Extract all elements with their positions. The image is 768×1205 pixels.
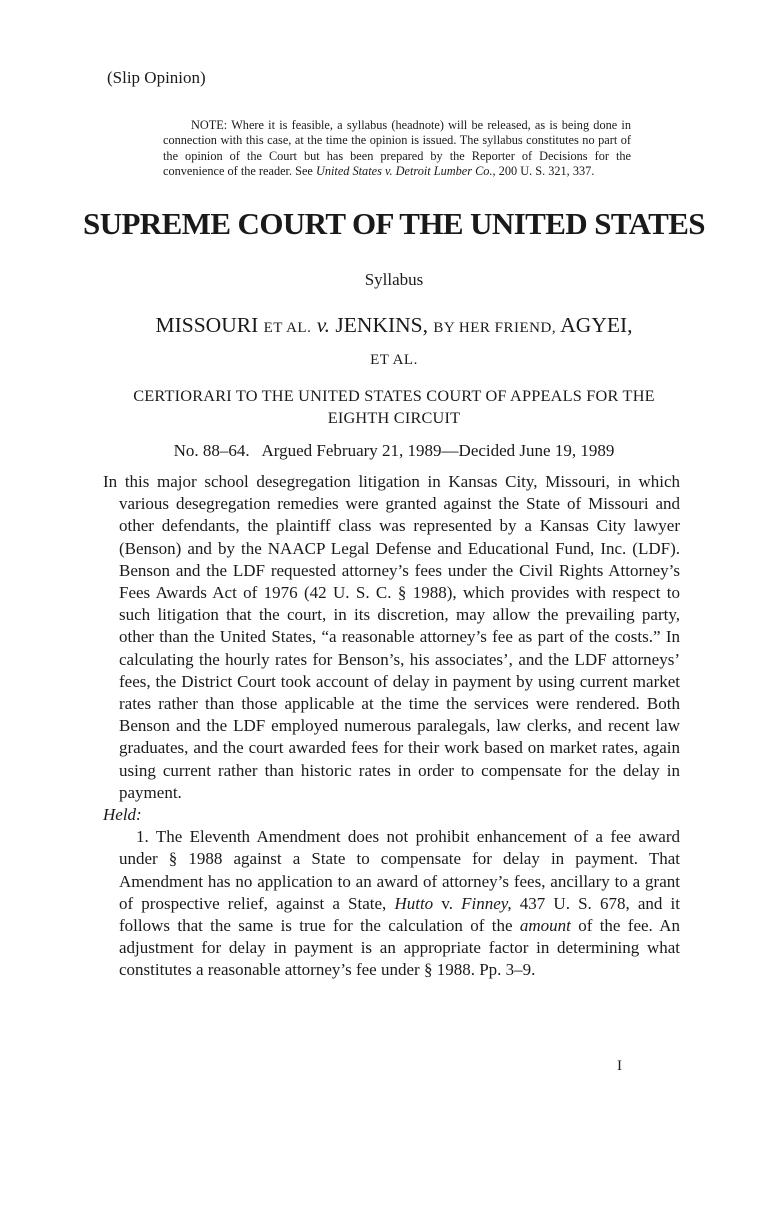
note-citation-case: United States v. Detroit Lumber Co. bbox=[315, 164, 493, 179]
syllabus-body bbox=[103, 471, 680, 982]
case-by-friend: BY HER FRIEND, bbox=[433, 320, 557, 336]
holding-1-amount: amount bbox=[519, 916, 571, 936]
slip-opinion-label: (Slip Opinion) bbox=[107, 68, 206, 87]
case-et-al-1: ET AL. bbox=[263, 320, 312, 336]
syllabus-heading: Syllabus bbox=[364, 270, 424, 289]
holding-1 bbox=[103, 826, 680, 981]
case-versus: v. bbox=[311, 313, 336, 337]
case-party-2: JENKINS, bbox=[335, 313, 434, 337]
docket-line: No. 88–64. Argued February 21, 1989—Decided June 19, 1989 bbox=[173, 441, 615, 460]
intro-paragraph: In this major school desegregation litigation in Kansas City, Missouri, in which various desegregation remedies were granted against the State of Missouri and other defendants, the plaintiff class was represented by a Kansas City lawyer (Benson) and by the NAACP Legal Defense and Educational Fund, Inc. (LDF). Benson and the LDF requested attorney’s fees under the Civil Rights Attorney’s Fees Awards Act of 1976 (42 U. S. C. § 1988), which provides with respect to such litigation that the court, in its discretion, may allow the prevailing party, other than the United States, “a reasonable attorney’s fee as part of the costs.” In calculating the hourly rates for Benson’s, his associates’, and the LDF attorneys’ fees, the District Court took account of delay in payment by using current market rates rather than those applicable at the time the services were rendered. Both Benson and the LDF employed numerous paralegals, law clerks, and recent law graduates, and the court awarded fees for their work based on market rates, again using current rather than historic rates in order to compensate for the delay in payment. bbox=[103, 472, 680, 802]
syllabus-note bbox=[163, 118, 631, 180]
page-number: I bbox=[617, 1058, 622, 1074]
case-name bbox=[107, 311, 681, 375]
holding-1-text-b: 437 U. S. 678, and it follows that the same is true for the calculation of the bbox=[119, 893, 680, 936]
note-citation-rest: , 200 U. S. 321, 337. bbox=[492, 164, 595, 179]
holding-1-text-a: 1. The Eleventh Amendment does not prohibit enhancement of a fee award under § 1988 against a State to compensate for delay in payment. That Amendment has no application to an award of attorney’s fees, ancillary to a grant of prospective relief, against a State, bbox=[119, 827, 680, 913]
holding-1-versus: v. bbox=[433, 893, 462, 913]
holding-1-case-a: Hutto bbox=[394, 893, 434, 913]
note-text: NOTE: Where it is feasible, a syllabus (headnote) will be released, as is being done in connection with this case, at the time the opinion is issued. The syllabus constitutes no part of the opinion of the Court but has been prepared by the Reporter of Decisions for the convenience of the reader. See bbox=[163, 118, 631, 179]
holding-1-case-b: Finney, bbox=[461, 893, 512, 913]
court-title: SUPREME COURT OF THE UNITED STATES bbox=[83, 206, 705, 241]
case-party-1: MISSOURI bbox=[155, 313, 264, 337]
case-party-3: AGYEI, bbox=[556, 313, 633, 337]
case-et-al-2: ET AL. bbox=[370, 352, 418, 368]
certiorari-line: CERTIORARI TO THE UNITED STATES COURT OF APPEALS FOR THE EIGHTH CIRCUIT bbox=[133, 386, 655, 427]
holding-1-text-c: of the fee. An adjustment for delay in payment is an appropriate factor in determining what constitutes a reasonable attorney’s fee under § 1988. Pp. 3–9. bbox=[119, 916, 680, 980]
held-label: Held: bbox=[103, 805, 142, 825]
